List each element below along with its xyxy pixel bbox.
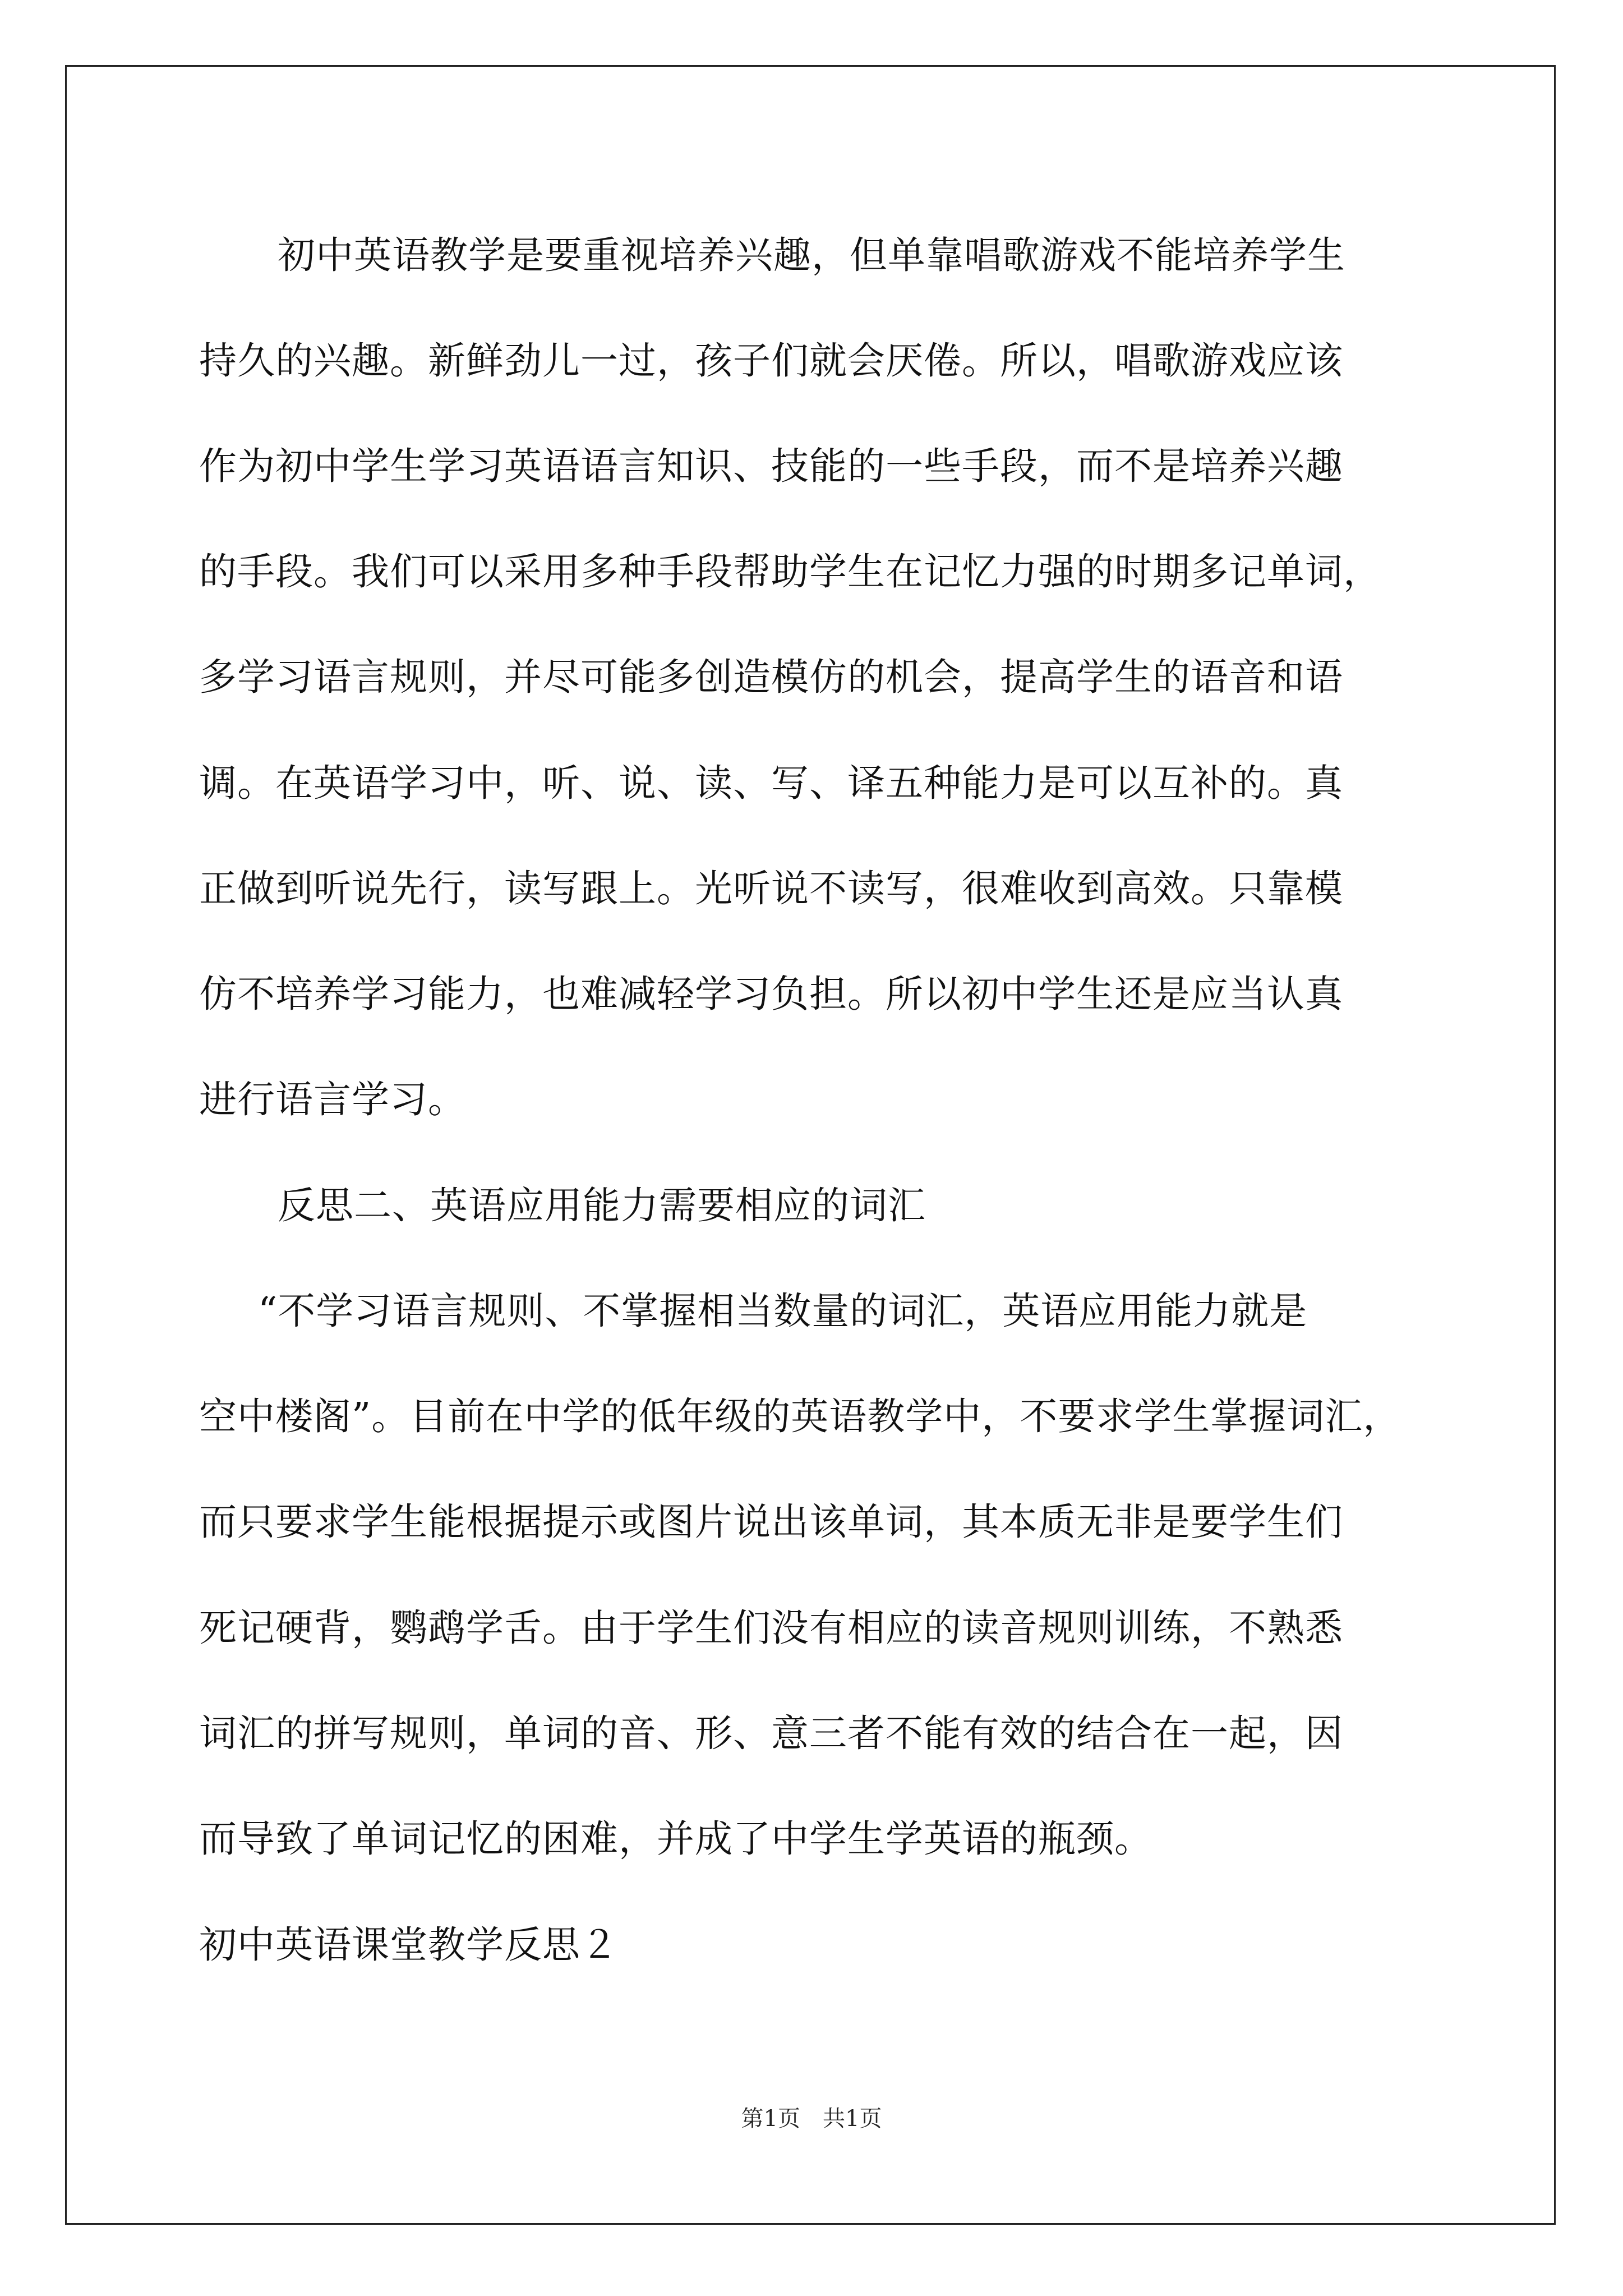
- paragraph-1-line-6: 调。在英语学习中，听、说、读、写、译五种能力是可以互补的。真: [199, 761, 1343, 805]
- paragraph-1-line-8: 仿不培养学习能力，也难减轻学习负担。所以初中学生还是应当认真: [199, 972, 1343, 1016]
- paragraph-2-line-2: 空中楼阁”。目前在中学的低年级的英语教学中，不要求学生掌握词汇，: [199, 1395, 1401, 1438]
- paragraph-1-line-5: 多学习语言规则，并尽可能多创造模仿的机会，提高学生的语音和语: [199, 655, 1343, 699]
- paragraph-1-line-7: 正做到听说先行，读写跟上。光听说不读写，很难收到高效。只靠模: [199, 867, 1343, 910]
- page-footer: [0, 2105, 1623, 2133]
- paragraph-1-line-2: 持久的兴趣。新鲜劲儿一过，孩子们就会厌倦。所以，唱歌游戏应该: [199, 339, 1343, 383]
- paragraph-2-line-6: 而导致了单词记忆的困难，并成了中学生学英语的瓶颈。: [199, 1817, 1152, 1861]
- paragraph-1-line-3: 作为初中学生学习英语语言知识、技能的一些手段，而不是培养兴趣: [199, 444, 1343, 488]
- paragraph-1-line-1: 初中英语教学是要重视培养兴趣，但单靠唱歌游戏不能培养学生: [278, 233, 1345, 277]
- paragraph-2-line-4: 死记硬背，鹦鹉学舌。由于学生们没有相应的读音规则训练，不熟悉: [199, 1606, 1343, 1650]
- page-total: 共1页: [823, 2106, 882, 2132]
- page-border: [65, 65, 1556, 2225]
- paragraph-2-line-1: “不学习语言规则、不掌握相当数量的词汇，英语应用能力就是: [258, 1289, 1308, 1333]
- page-number: 第1页: [741, 2106, 800, 2132]
- paragraph-2-line-3: 而只要求学生能根据提示或图片说出该单词，其本质无非是要学生们: [199, 1500, 1343, 1544]
- paragraph-1-line-4: 的手段。我们可以采用多种手段帮助学生在记忆力强的时期多记单词，: [199, 550, 1381, 593]
- paragraph-1-line-9: 进行语言学习。: [199, 1078, 466, 1121]
- paragraph-2-line-5: 词汇的拼写规则，单词的音、形、意三者不能有效的结合在一起，因: [199, 1711, 1343, 1755]
- next-section-title: 初中英语课堂教学反思２: [199, 1923, 619, 1967]
- section-heading: 反思二、英语应用能力需要相应的词汇: [278, 1184, 926, 1227]
